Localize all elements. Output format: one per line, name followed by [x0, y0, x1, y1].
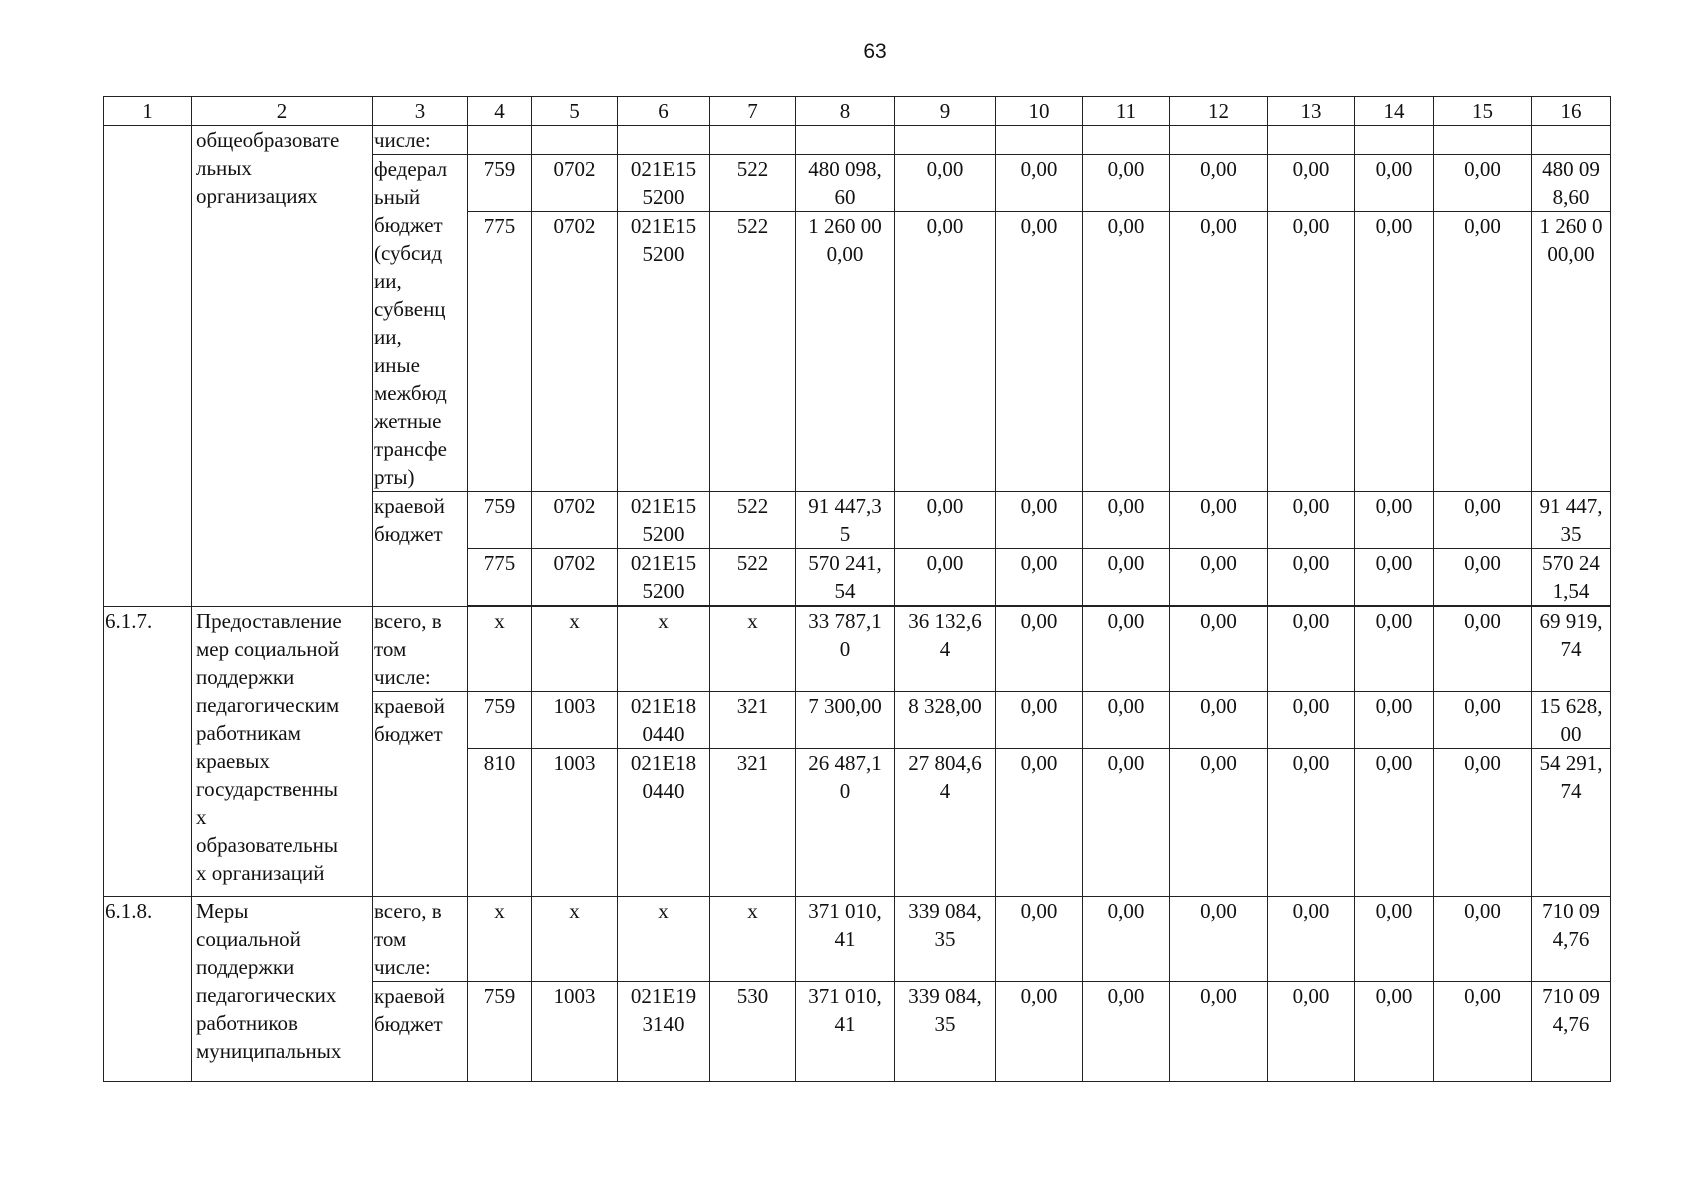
- item-number-cell: [104, 126, 192, 607]
- page-number: 63: [863, 40, 887, 63]
- empty-cell: [895, 126, 996, 155]
- header-cell: 15: [1434, 97, 1532, 126]
- header-cell: 11: [1083, 97, 1170, 126]
- item-name-cell: общеобразовате льных организациях: [192, 126, 373, 607]
- amount-cell: 0,00: [1083, 492, 1170, 549]
- amount-cell: 0,00: [1355, 607, 1434, 692]
- amount-cell: 0,00: [1355, 155, 1434, 212]
- amount-cell: 1 260 00 0,00: [796, 212, 895, 492]
- header-cell: 3: [373, 97, 468, 126]
- amount-cell: 0,00: [996, 749, 1083, 897]
- amount-cell: 33 787,1 0: [796, 607, 895, 692]
- header-cell: 7: [710, 97, 796, 126]
- expense-type-code: 522: [710, 492, 796, 549]
- regional-budget-label: краевой бюджет: [373, 982, 468, 1082]
- header-cell: 12: [1170, 97, 1268, 126]
- grbs-code: 759: [468, 692, 532, 749]
- expense-type-code: 530: [710, 982, 796, 1082]
- total-amount-cell: 480 09 8,60: [1532, 155, 1611, 212]
- source-label-cell: числе:: [373, 126, 468, 155]
- amount-cell: 339 084, 35: [895, 982, 996, 1082]
- amount-cell: 7 300,00: [796, 692, 895, 749]
- amount-cell: 570 241, 54: [796, 549, 895, 606]
- budget-table-container: [103, 96, 1612, 1082]
- amount-cell: 0,00: [996, 692, 1083, 749]
- table-row: [104, 126, 1612, 155]
- amount-cell: 36 132,6 4: [895, 607, 996, 692]
- target-article-code: 021E19 3140: [618, 982, 710, 1082]
- amount-cell: 0,00: [1355, 549, 1434, 606]
- header-cell: 2: [192, 97, 373, 126]
- grbs-code: 759: [468, 155, 532, 212]
- target-article-code: 021E15 5200: [618, 212, 710, 492]
- empty-cell: [710, 126, 796, 155]
- amount-cell: 0,00: [895, 549, 996, 606]
- empty-cell: [468, 126, 532, 155]
- federal-budget-label: федерал ьный бюджет (субсид ии, субвенц ии, иные межбюд жетные трансфе рты): [373, 155, 468, 492]
- amount-cell: 0,00: [1434, 897, 1532, 982]
- total-amount-cell: 1 260 0 00,00: [1532, 212, 1611, 492]
- item-name-cell: Меры социальной поддержки педагогических работников муниципальных: [192, 897, 373, 1082]
- amount-cell: 0,00: [1083, 549, 1170, 606]
- grbs-code: x: [468, 897, 532, 982]
- amount-cell: 0,00: [1083, 692, 1170, 749]
- section-code: x: [532, 897, 618, 982]
- amount-cell: 0,00: [1355, 212, 1434, 492]
- header-cell: 10: [996, 97, 1083, 126]
- header-cell: 9: [895, 97, 996, 126]
- empty-cell: [1268, 126, 1355, 155]
- header-cell: 1: [104, 97, 192, 126]
- total-amount-cell: 710 09 4,76: [1532, 982, 1611, 1082]
- total-source-label: всего, в том числе:: [373, 607, 468, 692]
- grbs-code: 810: [468, 749, 532, 897]
- amount-cell: 371 010, 41: [796, 982, 895, 1082]
- expense-type-code: 522: [710, 212, 796, 492]
- amount-cell: 26 487,1 0: [796, 749, 895, 897]
- target-article-code: 021E15 5200: [618, 549, 710, 606]
- item-number-cell: 6.1.8.: [104, 897, 192, 1082]
- spacer-cell: [1611, 606, 1612, 607]
- amount-cell: 0,00: [996, 155, 1083, 212]
- total-amount-cell: 91 447, 35: [1532, 492, 1611, 549]
- amount-cell: 0,00: [996, 492, 1083, 549]
- header-cell: 14: [1355, 97, 1434, 126]
- target-article-code: 021E15 5200: [618, 492, 710, 549]
- header-cell: 16: [1532, 97, 1611, 126]
- amount-cell: 0,00: [1170, 749, 1268, 897]
- empty-cell: [1083, 126, 1170, 155]
- expense-type-code: 522: [710, 549, 796, 606]
- amount-cell: 0,00: [1268, 692, 1355, 749]
- section-code: 0702: [532, 212, 618, 492]
- header-cell: 8: [796, 97, 895, 126]
- empty-cell: [1355, 126, 1434, 155]
- header-cell: 5: [532, 97, 618, 126]
- grbs-code: x: [468, 607, 532, 692]
- empty-cell: [1170, 126, 1268, 155]
- column-number-header-row: [104, 97, 1612, 126]
- target-article-code: 021E15 5200: [618, 155, 710, 212]
- amount-cell: 0,00: [1355, 692, 1434, 749]
- item-number-cell: 6.1.7.: [104, 607, 192, 897]
- expense-type-code: 321: [710, 749, 796, 897]
- amount-cell: 0,00: [1434, 212, 1532, 492]
- amount-cell: 0,00: [1268, 749, 1355, 897]
- amount-cell: 0,00: [996, 982, 1083, 1082]
- amount-cell: 0,00: [1170, 212, 1268, 492]
- empty-cell: [618, 126, 710, 155]
- amount-cell: 0,00: [996, 607, 1083, 692]
- amount-cell: 8 328,00: [895, 692, 996, 749]
- grbs-code: 759: [468, 982, 532, 1082]
- regional-budget-label: краевой бюджет: [373, 492, 468, 607]
- header-cell: 13: [1268, 97, 1355, 126]
- amount-cell: 0,00: [1434, 155, 1532, 212]
- amount-cell: 339 084, 35: [895, 897, 996, 982]
- expense-type-code: x: [710, 897, 796, 982]
- empty-cell: [532, 126, 618, 155]
- amount-cell: 0,00: [1355, 492, 1434, 549]
- table-row: [104, 607, 1612, 692]
- item-name-cell: Предоставление мер социальной поддержки педагогическим работникам краевых государственны х образовательны х организаций: [192, 607, 373, 897]
- expense-type-code: x: [710, 607, 796, 692]
- section-code: x: [532, 607, 618, 692]
- amount-cell: 371 010, 41: [796, 897, 895, 982]
- total-amount-cell: 69 919, 74: [1532, 607, 1611, 692]
- amount-cell: 0,00: [895, 492, 996, 549]
- amount-cell: 0,00: [1170, 982, 1268, 1082]
- header-cell: 4: [468, 97, 532, 126]
- section-code: 0702: [532, 549, 618, 606]
- amount-cell: 0,00: [1434, 749, 1532, 897]
- grbs-code: 775: [468, 549, 532, 606]
- empty-cell: [1532, 126, 1611, 155]
- amount-cell: 0,00: [1170, 155, 1268, 212]
- target-article-code: x: [618, 607, 710, 692]
- amount-cell: 0,00: [895, 212, 996, 492]
- amount-cell: 0,00: [1268, 607, 1355, 692]
- amount-cell: 27 804,6 4: [895, 749, 996, 897]
- target-article-code: 021E18 0440: [618, 692, 710, 749]
- amount-cell: 0,00: [1434, 692, 1532, 749]
- amount-cell: 480 098, 60: [796, 155, 895, 212]
- header-cell: 6: [618, 97, 710, 126]
- total-amount-cell: 15 628, 00: [1532, 692, 1611, 749]
- total-amount-cell: 570 24 1,54: [1532, 549, 1611, 606]
- amount-cell: 0,00: [1268, 155, 1355, 212]
- amount-cell: 0,00: [1434, 492, 1532, 549]
- amount-cell: 0,00: [996, 549, 1083, 606]
- amount-cell: 0,00: [1268, 492, 1355, 549]
- amount-cell: 0,00: [895, 155, 996, 212]
- amount-cell: 0,00: [1170, 897, 1268, 982]
- amount-cell: 0,00: [1355, 749, 1434, 897]
- amount-cell: 0,00: [996, 897, 1083, 982]
- amount-cell: 0,00: [1083, 212, 1170, 492]
- expense-type-code: 321: [710, 692, 796, 749]
- amount-cell: 0,00: [1434, 549, 1532, 606]
- total-amount-cell: 54 291, 74: [1532, 749, 1611, 897]
- regional-budget-label: краевой бюджет: [373, 692, 468, 897]
- amount-cell: 0,00: [1170, 549, 1268, 606]
- amount-cell: 0,00: [1355, 982, 1434, 1082]
- section-code: 0702: [532, 155, 618, 212]
- total-amount-cell: 710 09 4,76: [1532, 897, 1611, 982]
- amount-cell: 0,00: [1268, 897, 1355, 982]
- amount-cell: 0,00: [1268, 549, 1355, 606]
- amount-cell: 0,00: [1268, 982, 1355, 1082]
- empty-cell: [996, 126, 1083, 155]
- amount-cell: 0,00: [1434, 607, 1532, 692]
- table-row: [104, 897, 1612, 982]
- total-source-label: всего, в том числе:: [373, 897, 468, 982]
- amount-cell: 0,00: [1083, 897, 1170, 982]
- section-code: 1003: [532, 749, 618, 897]
- section-code: 0702: [532, 492, 618, 549]
- budget-table: [103, 96, 1612, 1082]
- expense-type-code: 522: [710, 155, 796, 212]
- target-article-code: 021E18 0440: [618, 749, 710, 897]
- amount-cell: 0,00: [1083, 749, 1170, 897]
- target-article-code: x: [618, 897, 710, 982]
- amount-cell: 0,00: [996, 212, 1083, 492]
- amount-cell: 0,00: [1268, 212, 1355, 492]
- amount-cell: 0,00: [1083, 607, 1170, 692]
- amount-cell: 0,00: [1083, 155, 1170, 212]
- amount-cell: 91 447,3 5: [796, 492, 895, 549]
- empty-cell: [1434, 126, 1532, 155]
- amount-cell: 0,00: [1170, 492, 1268, 549]
- amount-cell: 0,00: [1355, 897, 1434, 982]
- amount-cell: 0,00: [1434, 982, 1532, 1082]
- empty-cell: [796, 126, 895, 155]
- section-code: 1003: [532, 982, 618, 1082]
- amount-cell: 0,00: [1170, 607, 1268, 692]
- section-code: 1003: [532, 692, 618, 749]
- grbs-code: 775: [468, 212, 532, 492]
- amount-cell: 0,00: [1083, 982, 1170, 1082]
- grbs-code: 759: [468, 492, 532, 549]
- amount-cell: 0,00: [1170, 692, 1268, 749]
